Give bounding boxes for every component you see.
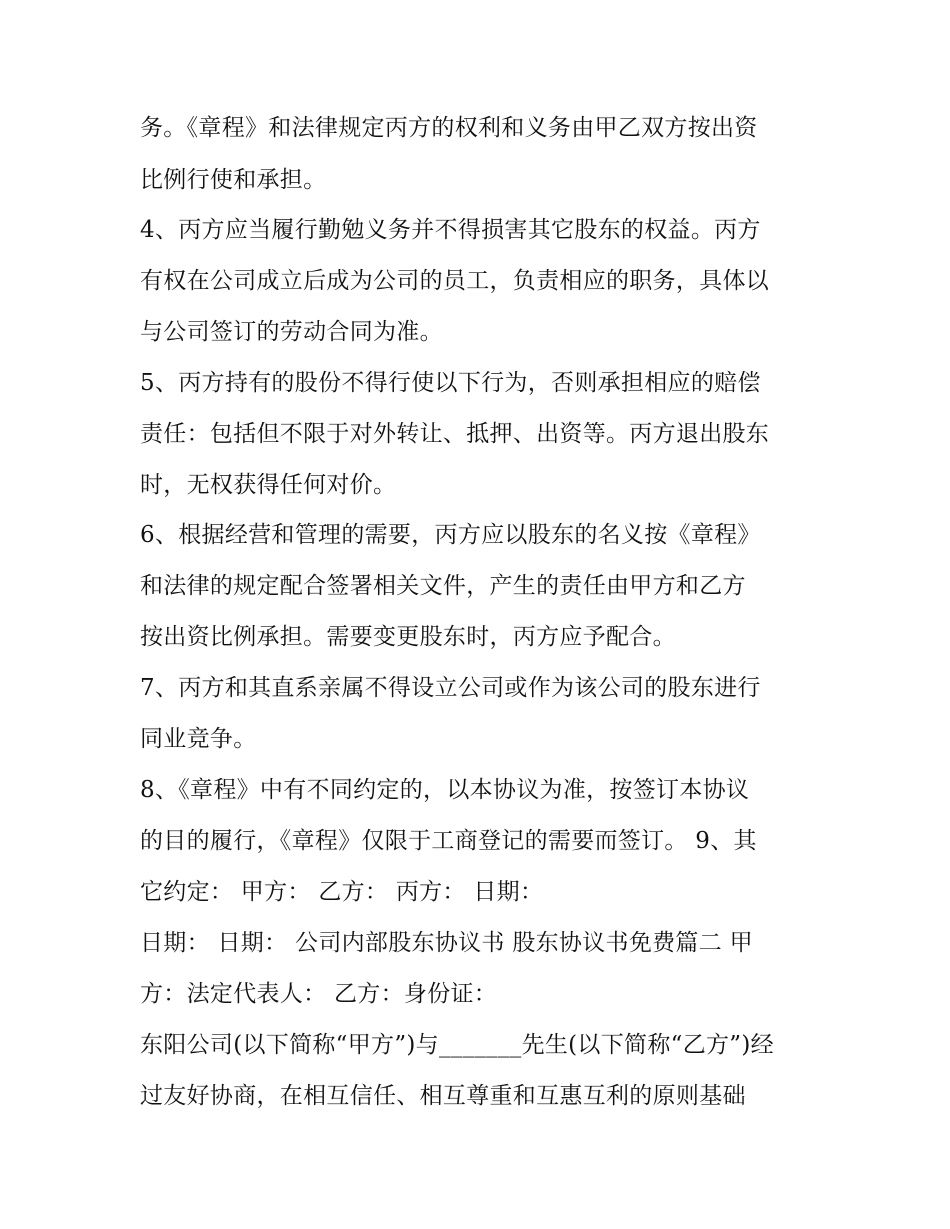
- text-line: 比例行使和承担。: [140, 167, 327, 193]
- text-line: 与公司签订的劳动合同为准。: [140, 319, 443, 345]
- text-line: 7、丙方和其直系亲属不得设立公司或作为该公司的股东进行: [140, 675, 761, 701]
- text-line: 按出资比例承担。需要变更股东时，丙方应予配合。: [140, 624, 676, 650]
- text-line: 8、《章程》中有不同约定的，以本协议为准，按签订本协议: [140, 777, 750, 803]
- text-line: 它约定： 甲方： 乙方： 丙方： 日期：: [140, 879, 544, 905]
- text-line: 务。《章程》和法律规定丙方的权利和义务由甲乙双方按出资: [140, 115, 758, 141]
- text-line: 5、丙方持有的股份不得行使以下行为，否则承担相应的赔偿: [140, 370, 761, 396]
- text-line: 日期： 日期： 公司内部股东协议书 股东协议书免费篇二 甲: [140, 930, 753, 956]
- text-line: 和法律的规定配合签署相关文件，产生的责任由甲方和乙方: [140, 573, 746, 599]
- text-line: 东阳公司(以下简称“甲方”)与_______先生(以下简称“乙方”)经: [140, 1032, 774, 1058]
- text-line: 4、丙方应当履行勤勉义务并不得损害其它股东的权益。丙方: [140, 217, 761, 243]
- text-line: 6、根据经营和管理的需要，丙方应以股东的名义按《章程》: [140, 522, 761, 548]
- text-line: 方：法定代表人： 乙方：身份证：: [140, 981, 498, 1007]
- text-line: 同业竞争。: [140, 726, 257, 752]
- text-line: 责任：包括但不限于对外转让、抵押、出资等。丙方退出股东: [140, 421, 770, 447]
- text-line: 有权在公司成立后成为公司的员工，负责相应的职务，具体以: [140, 268, 770, 294]
- text-line: 时，无权获得任何对价。: [140, 472, 397, 498]
- text-line: 的目的履行，《章程》仅限于工商登记的需要而签订。 9、其: [140, 828, 757, 854]
- text-line: 过友好协商，在相互信任、相互尊重和互惠互利的原则基础: [140, 1083, 746, 1109]
